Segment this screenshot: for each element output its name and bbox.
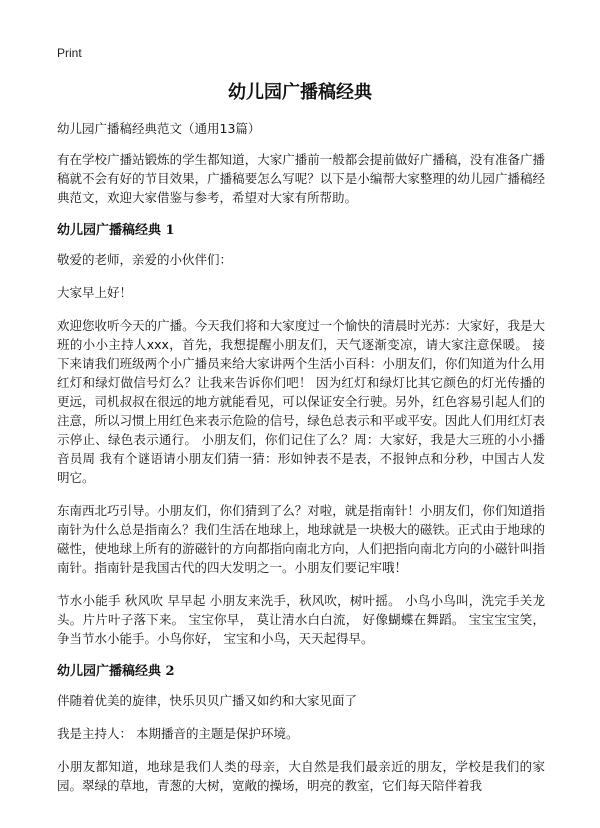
- intro-paragraph: 有在学校广播站锻炼的学生都知道，大家广播前一般都会提前做好广播稿，没有准备广播稿就不会有好的节目效果，广播稿要怎么写呢？以下是小编帮大家整理的幼儿园广播稿经典范文，欢迎大家借鉴与参考，希望对大家有所帮助。: [57, 152, 545, 205]
- section-paragraph: 敬爱的老师，亲爱的小伙伴们：: [57, 252, 233, 267]
- document-body: [57, 119, 545, 809]
- section-paragraph: 我是主持人： 本期播音的主题是保护环境。: [57, 726, 299, 741]
- page-title: 幼儿园广播稿经典: [228, 82, 372, 103]
- section-paragraph: 伴随着优美的旋律，快乐贝贝广播又如约和大家见面了: [57, 693, 358, 708]
- print-link[interactable]: Print: [57, 46, 82, 60]
- section-paragraph: 东南西北巧引导。小朋友们，你们猜到了么？对啦，就是指南针！小朋友们，你们知道指南针为什么总是指南么？我们生活在地球上，地球就是一块极大的磁铁。正式由于地球的磁性，使地球上所有的游磁针的方向都指向南北方向，人们把指向南北方向的小磁针叫指南针。指南针是我国古代的四大发明之一。小朋友们要记牢哦！: [57, 503, 545, 575]
- section-paragraph: 大家早上好！: [57, 285, 133, 300]
- document-subtitle: 幼儿园广播稿经典范文（通用13篇）: [57, 121, 261, 136]
- section-heading: 幼儿园广播稿经典 1: [57, 223, 175, 238]
- section-paragraph: 欢迎您收听今天的广播。今天我们将和大家度过一个愉快的清晨时光苏：大家好，我是大班的小小主持人xxx，首先，我想提醒小朋友们，天气逐渐变凉，请大家注意保暖。 接下来请我们班级两个小广播员来给大家讲两个生活小百科：小朋友们，你们知道为什么用红灯和绿灯做信号灯么？让我来告诉你们吧！ 因为红灯和绿灯比其它颜色的灯光传播的更远，司机叔叔在很远的地方就能看见，可以保证安全行驶。另外，红色容易引起人们的注意，所以习惯上用红色来表示危险的信号，绿色总表示和平或平安。因此人们用红灯表示停止、绿色表示通行。 小朋友们，你们记住了么？周：大家好，我是大三班的小小播音员周 我有个谜语请小朋友们猜一猜：形如钟表不是表，不报钟点和分秒，中国古人发明它。: [57, 318, 545, 485]
- section-heading: 幼儿园广播稿经典 2: [57, 664, 175, 679]
- section-paragraph: 小朋友都知道，地球是我们人类的母亲，大自然是我们最亲近的朋友，学校是我们的家园。翠绿的草地，青葱的大树，宽敞的操场，明亮的教室，它们每天陪伴着我: [57, 759, 545, 793]
- section-paragraph: 节水小能手 秋风吹 早早起 小朋友来洗手，秋风吹，树叶摇。 小鸟小鸟叫，洗完手关龙头。片片叶子落下来。 宝宝你早， 莫让清水白白流， 好像蝴蝶在舞蹈。 宝宝宝宝笑，争当节水小能手。小鸟你好， 宝宝和小鸟，天天起得早。: [57, 593, 545, 646]
